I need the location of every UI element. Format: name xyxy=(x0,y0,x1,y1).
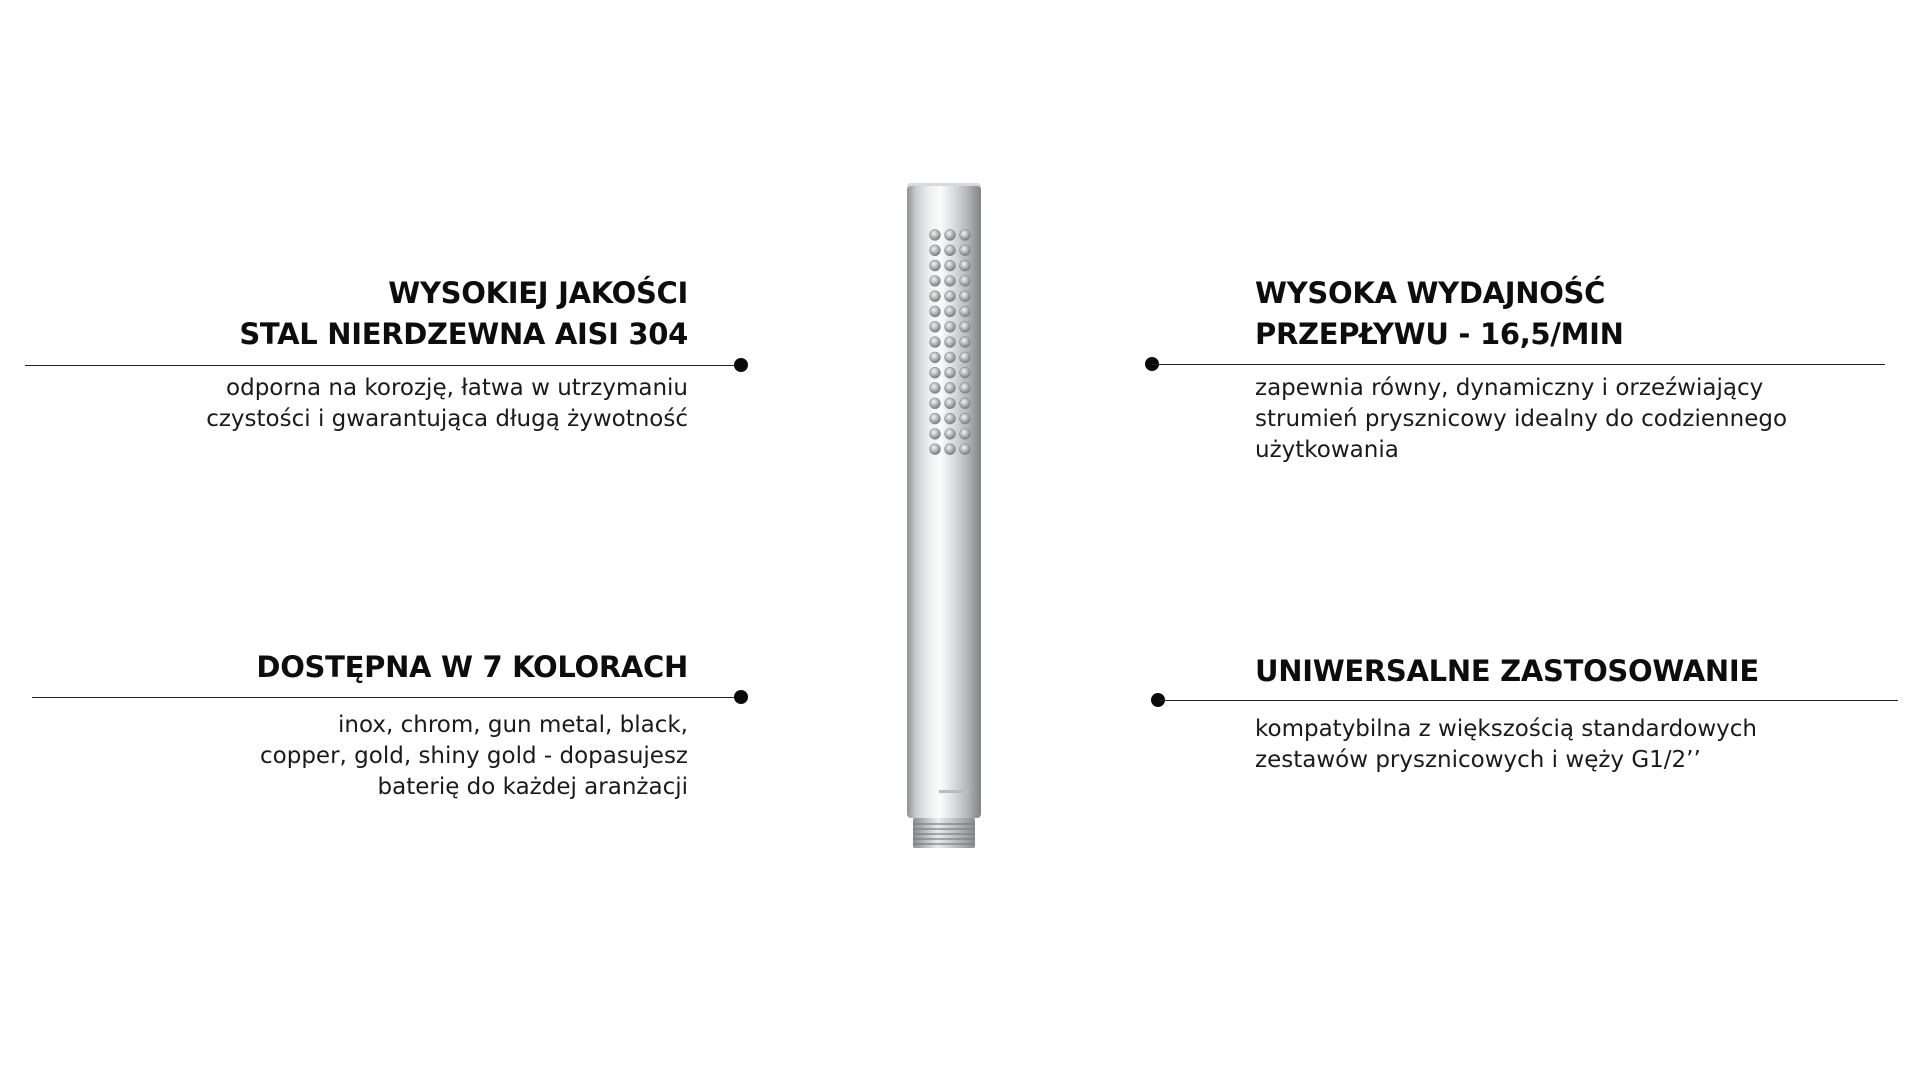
nozzle xyxy=(930,321,941,332)
nozzle xyxy=(945,429,956,440)
nozzle xyxy=(960,352,971,363)
feature-description-line: zestawów prysznicowych i węży G1/2’’ xyxy=(1255,747,1701,773)
nozzle xyxy=(930,398,941,409)
feature-universal-use xyxy=(1255,651,1895,776)
nozzle xyxy=(945,383,956,394)
nozzle xyxy=(960,321,971,332)
nozzle xyxy=(960,245,971,256)
nozzle xyxy=(930,306,941,317)
nozzle xyxy=(945,444,956,455)
nozzle xyxy=(960,413,971,424)
nozzle xyxy=(960,383,971,394)
nozzle xyxy=(945,352,956,363)
nozzle xyxy=(930,230,941,241)
nozzle xyxy=(960,291,971,302)
feature-title-line: STAL NIERDZEWNA AISI 304 xyxy=(239,317,688,351)
hand-shower-image xyxy=(905,178,987,850)
connector-dot xyxy=(734,690,748,704)
feature-description xyxy=(1255,373,1895,466)
nozzle xyxy=(930,429,941,440)
nozzle xyxy=(930,245,941,256)
nozzle xyxy=(945,398,956,409)
feature-description-line: zapewnia równy, dynamiczny i orzeźwiający xyxy=(1255,375,1764,401)
feature-description-line: użytkowania xyxy=(1255,437,1399,463)
nozzle xyxy=(930,260,941,271)
feature-title-line: DOSTĘPNA W 7 KOLORACH xyxy=(256,650,688,684)
nozzle xyxy=(930,276,941,287)
nozzle xyxy=(945,245,956,256)
feature-description-line: baterię do każdej aranżacji xyxy=(377,774,688,800)
feature-description-line: copper, gold, shiny gold - dopasujesz xyxy=(260,743,688,769)
nozzle xyxy=(930,291,941,302)
feature-description xyxy=(1255,714,1895,776)
nozzle xyxy=(960,444,971,455)
feature-title xyxy=(1255,651,1895,692)
nozzle xyxy=(930,413,941,424)
nozzle xyxy=(945,367,956,378)
nozzle xyxy=(945,413,956,424)
nozzle xyxy=(945,291,956,302)
nozzle xyxy=(960,337,971,348)
feature-title xyxy=(1255,273,1895,355)
feature-title-line: WYSOKIEJ JAKOŚCI xyxy=(388,276,688,310)
nozzle xyxy=(960,429,971,440)
nozzle xyxy=(960,276,971,287)
feature-description-line: kompatybilna z większością standardowych xyxy=(1255,716,1758,742)
feature-description-line: odporna na korozję, łatwa w utrzymaniu xyxy=(226,375,688,401)
nozzle xyxy=(930,337,941,348)
connector-line xyxy=(25,365,740,366)
feature-description-line: czystości i gwarantująca długą żywotność xyxy=(206,406,688,432)
feature-title xyxy=(160,273,688,355)
nozzle xyxy=(930,383,941,394)
feature-title-line: PRZEPŁYWU - 16,5/MIN xyxy=(1255,317,1624,351)
feature-flow-rate xyxy=(1255,273,1895,466)
feature-description-line: inox, chrom, gun metal, black, xyxy=(338,712,688,738)
feature-description xyxy=(160,373,688,435)
nozzle xyxy=(960,260,971,271)
feature-colors xyxy=(160,647,688,803)
nozzle xyxy=(930,444,941,455)
nozzle xyxy=(960,230,971,241)
nozzle xyxy=(945,260,956,271)
nozzle xyxy=(960,398,971,409)
nozzle xyxy=(945,337,956,348)
feature-title xyxy=(160,647,688,688)
connector-line xyxy=(1152,364,1885,365)
nozzle xyxy=(945,276,956,287)
nozzle xyxy=(930,367,941,378)
nozzle xyxy=(945,321,956,332)
nozzle xyxy=(960,367,971,378)
nozzle-grid xyxy=(930,230,971,455)
feature-stainless-steel xyxy=(160,273,688,435)
connector-dot xyxy=(734,358,748,372)
brand-logo-mark xyxy=(939,790,969,793)
feature-description xyxy=(160,710,688,803)
nozzle xyxy=(945,306,956,317)
nozzle xyxy=(930,352,941,363)
nozzle xyxy=(960,306,971,317)
feature-description-line: strumień prysznicowy idealny do codziennego xyxy=(1255,406,1788,432)
connector-line xyxy=(32,697,740,698)
feature-title-line: UNIWERSALNE ZASTOSOWANIE xyxy=(1255,654,1759,688)
nozzle xyxy=(945,230,956,241)
feature-title-line: WYSOKA WYDAJNOŚĆ xyxy=(1255,276,1606,310)
connector-line xyxy=(1158,700,1898,701)
